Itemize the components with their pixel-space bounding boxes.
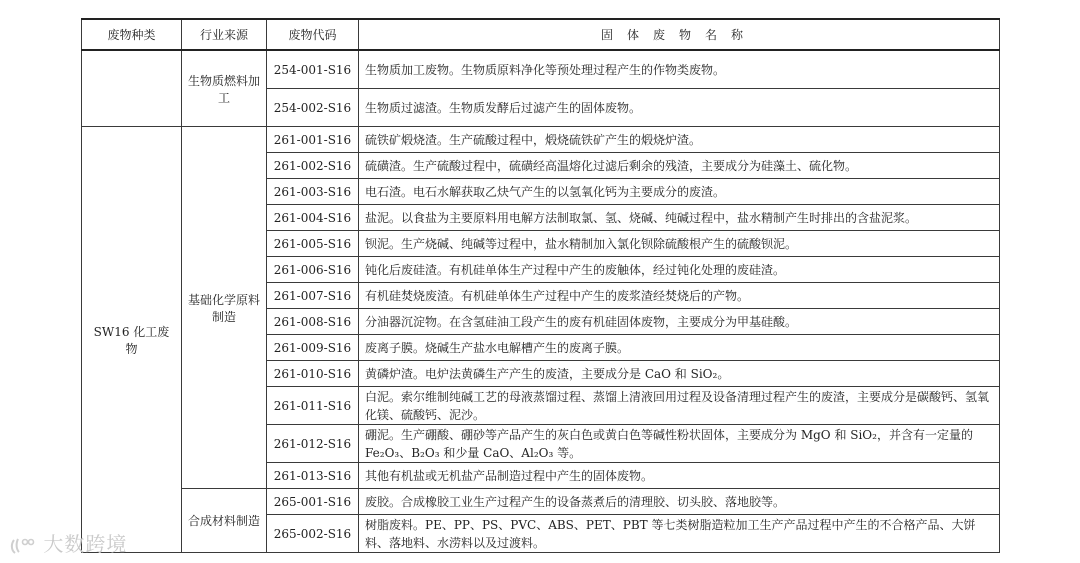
watermark-text: 大数跨境	[43, 532, 128, 556]
code-cell: 254-001-S16	[267, 50, 359, 89]
code-cell: 265-002-S16	[267, 515, 359, 553]
category-cell: SW16 化工废物	[82, 127, 182, 553]
code-cell: 261-004-S16	[267, 205, 359, 231]
code-cell: 261-012-S16	[267, 425, 359, 463]
header-category: 废物种类	[82, 19, 182, 50]
table-row	[82, 489, 1000, 515]
code-cell: 261-006-S16	[267, 257, 359, 283]
desc-cell: 白泥。索尔维制纯碱工艺的母液蒸馏过程、蒸馏上清液回用过程及设备清理过程产生的废渣，主要成分是碳酸钙、氢氧化镁、硫酸钙、泥沙。	[359, 387, 1000, 425]
desc-cell: 树脂废料。PE、PP、PS、PVC、ABS、PET、PBT 等七类树脂造粒加工生产产品过程中产生的不合格产品、大饼料、落地料、水涝料以及过渡料。	[359, 515, 1000, 553]
desc-cell: 硫铁矿煅烧渣。生产硫酸过程中，煅烧硫铁矿产生的煅烧炉渣。	[359, 127, 1000, 153]
code-cell: 261-010-S16	[267, 361, 359, 387]
code-cell: 265-001-S16	[267, 489, 359, 515]
desc-cell: 黄磷炉渣。电炉法黄磷生产产生的废渣，主要成分是 CaO 和 SiO₂。	[359, 361, 1000, 387]
desc-cell: 生物质过滤渣。生物质发酵后过滤产生的固体废物。	[359, 89, 1000, 127]
industry-cell: 合成材料制造	[182, 489, 267, 553]
desc-cell: 硼泥。生产硼酸、硼砂等产品产生的灰白色或黄白色等碱性粉状固体，主要成分为 MgO 和 SiO₂，并含有一定量的 Fe₂O₃、B₂O₃ 和少量 CaO、Al₂O₃ 等。	[359, 425, 1000, 463]
header-code: 废物代码	[267, 19, 359, 50]
desc-cell: 其他有机盐或无机盐产品制造过程中产生的固体废物。	[359, 463, 1000, 489]
desc-cell: 有机硅焚烧废渣。有机硅单体生产过程中产生的废浆渣经焚烧后的产物。	[359, 283, 1000, 309]
desc-cell: 废离子膜。烧碱生产盐水电解槽产生的废离子膜。	[359, 335, 1000, 361]
desc-cell: 生物质加工废物。生物质原料净化等预处理过程产生的作物类废物。	[359, 50, 1000, 89]
desc-cell: 分油器沉淀物。在含氢硅油工段产生的废有机硅固体废物，主要成分为甲基硅酸。	[359, 309, 1000, 335]
code-cell: 261-007-S16	[267, 283, 359, 309]
desc-cell: 钝化后废硅渣。有机硅单体生产过程中产生的废触体，经过钝化处理的废硅渣。	[359, 257, 1000, 283]
desc-cell: 硫磺渣。生产硫酸过程中，硫磺经高温熔化过滤后剩余的残渣，主要成分为硅藻土、硫化物。	[359, 153, 1000, 179]
watermark	[10, 528, 127, 557]
code-cell: 261-001-S16	[267, 127, 359, 153]
industry-cell: 基础化学原料制造	[182, 127, 267, 489]
brand-logo-icon	[10, 536, 36, 556]
code-cell: 261-008-S16	[267, 309, 359, 335]
desc-cell: 盐泥。以食盐为主要原料用电解方法制取氯、氢、烧碱、纯碱过程中，盐水精制产生时排出的含盐泥浆。	[359, 205, 1000, 231]
table-header-row	[82, 19, 1000, 50]
code-cell: 254-002-S16	[267, 89, 359, 127]
code-cell: 261-003-S16	[267, 179, 359, 205]
code-cell: 261-009-S16	[267, 335, 359, 361]
desc-cell: 废胶。合成橡胶工业生产过程产生的设备蒸煮后的清理胶、切头胶、落地胶等。	[359, 489, 1000, 515]
table-row	[82, 127, 1000, 153]
code-cell: 261-005-S16	[267, 231, 359, 257]
table-row	[82, 50, 1000, 89]
desc-cell: 电石渣。电石水解获取乙炔气产生的以氢氧化钙为主要成分的废渣。	[359, 179, 1000, 205]
desc-cell: 钡泥。生产烧碱、纯碱等过程中，盐水精制加入氯化钡除硫酸根产生的硫酸钡泥。	[359, 231, 1000, 257]
header-name: 固体废物名称	[359, 19, 1000, 50]
waste-catalog-table	[81, 18, 1000, 553]
code-cell: 261-002-S16	[267, 153, 359, 179]
header-industry: 行业来源	[182, 19, 267, 50]
code-cell: 261-011-S16	[267, 387, 359, 425]
code-cell: 261-013-S16	[267, 463, 359, 489]
category-cell-blank	[82, 50, 182, 127]
industry-cell: 生物质燃料加工	[182, 50, 267, 127]
